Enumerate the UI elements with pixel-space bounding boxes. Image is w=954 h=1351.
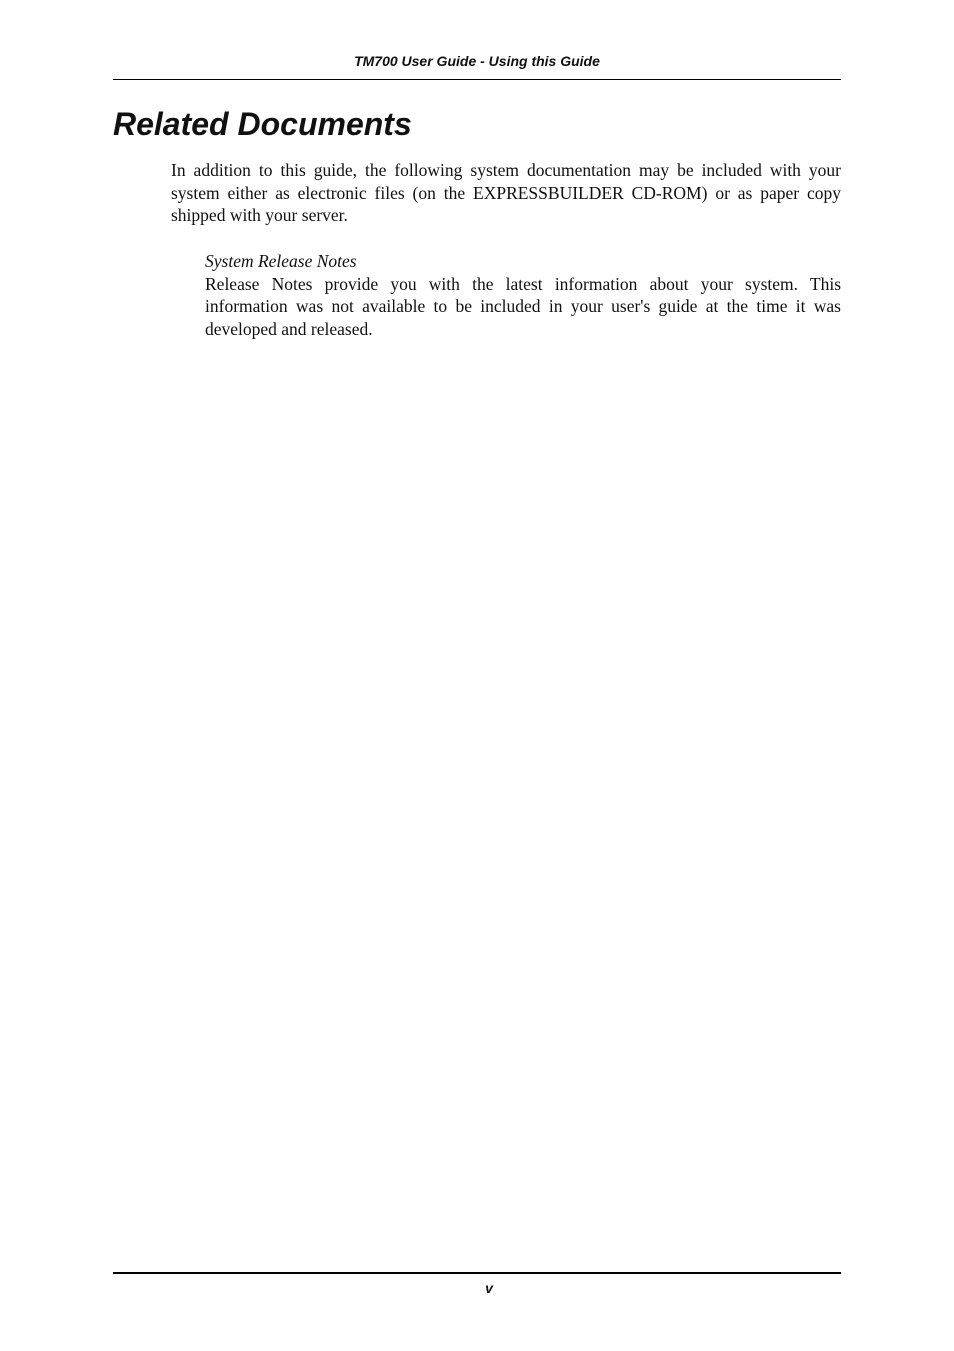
- running-header: TM700 User Guide - Using this Guide: [354, 53, 600, 69]
- header-rule: [113, 79, 841, 80]
- intro-paragraph: In addition to this guide, the following system documentation may be included with your system either as electronic files (on the EXPRESSBUILDER CD-ROM) or as paper copy shipped with your server.: [171, 160, 841, 225]
- document-entry-description: Release Notes provide you with the latest information about your system. This information was not available to be included in your user's guide at the time it was developed and released.: [205, 273, 841, 339]
- section-title: Related Documents: [113, 106, 412, 142]
- footer-rule: [113, 1272, 841, 1274]
- document-entry-release-notes: [205, 250, 841, 340]
- document-entry-title: System Release Notes: [205, 251, 357, 271]
- page-number: v: [485, 1280, 493, 1296]
